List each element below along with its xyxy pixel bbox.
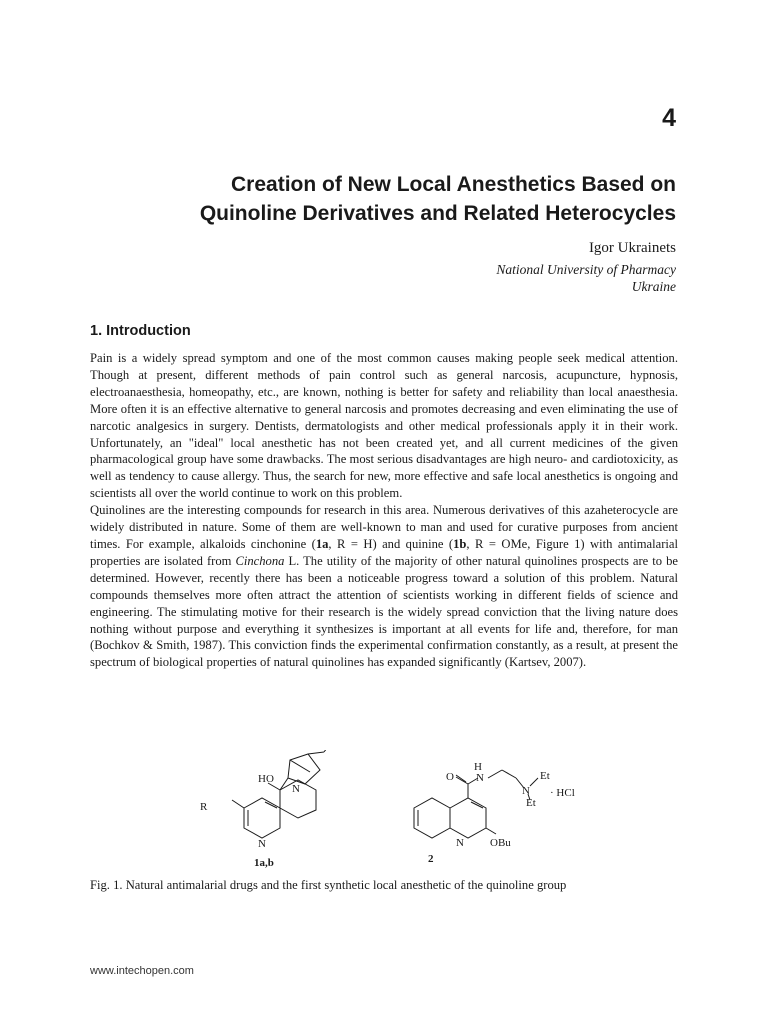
struct2-pyridine-ring: [450, 798, 486, 838]
chapter-title: [76, 170, 676, 228]
struct2-o: O: [446, 771, 454, 783]
struct2-benzene-ring: [414, 798, 450, 838]
chapter-number: 4: [662, 104, 676, 132]
struct1-label: 1a,b: [254, 857, 274, 869]
struct2-h: H: [474, 761, 482, 773]
struct2-hcl: · HCl: [550, 787, 575, 799]
affiliation-line-1: National University of Pharmacy: [496, 262, 676, 277]
struct1-n-cage: N: [292, 783, 300, 795]
struct2-n-amide: N: [476, 772, 484, 784]
struct2-n-amine: N: [522, 785, 530, 797]
chemical-structures: [170, 750, 610, 875]
author-affiliation: [496, 261, 676, 295]
struct1-r: R: [200, 801, 208, 813]
cinchona-genus: Cinchona: [235, 553, 285, 568]
struct2-obu: OBu: [490, 837, 511, 849]
compound-1a: 1a: [315, 536, 329, 551]
paragraph-2-r-h: , R = H) and quinine (: [328, 536, 454, 551]
struct1-ho: HO: [258, 773, 274, 785]
figure-caption: Fig. 1. Natural antimalarial drugs and the first synthetic local anesthetic of the quinoline group: [90, 878, 567, 892]
structure-1-bonds: [232, 750, 330, 838]
body-text: [90, 350, 678, 671]
paragraph-2: [90, 502, 678, 671]
paragraph-2-rest: L. The utility of the majority of other natural quinolines prospects are to be determined. However, recently there has been a noticeable progress toward a solution of this problem. Natural compounds themselves more often attract the attention of scientists working in different fields of science and engineering. The stimulating motive for their research is the widely spread conviction that the living nature does nothing without purpose and everything it synthesizes is important at all events for life and, therefore, for man (Bochkov & Smith, 1987). This conviction finds the experimental confirmation constantly, as a result, at present the spectrum of biological properties of natural quinolines has expanded significantly (Kartsev, 2007).: [90, 553, 678, 670]
paragraph-2-r-ome: , R = OMe, Figure 1) with antimalarial properties are isolated from: [90, 536, 679, 568]
struct2-et-1: Et: [540, 770, 550, 782]
paragraph-2-start: Quinolines are the interesting compounds for research in this area. Numerous derivatives of this azaheterocycle are widely distributed in nature. Some of them are well-known to man and used for curative purposes from ancient times. For example, alkaloids cinchonine (: [90, 503, 678, 551]
figure-1: [170, 750, 610, 875]
section-heading: 1. Introduction: [90, 323, 191, 339]
paragraph-1: Pain is a widely spread symptom and one of the most common causes making people seek medical attention. Though at present, different methods of pain control such as general narcosis, acupuncture, hypnosis, electroanaesthesia, homeopathy, etc., are known, nothing is better for safety and reliability than local anaesthesia. More often it is an effective alternative to general narcosis and promotes decreasing and even eliminating the use of narcotic analgesics in surgery. Dentists, dermatologists and other medical professionals apply it in their work. Unfortunately, an "ideal" local anesthetic has not been created yet, and all current medicines of the given pharmacological group have some drawbacks. The most serious disadvantages are high neuro- and cardiotoxicity, as well as tendency to cause allergy. Thus, the search for new, more effective and safe local anesthetics is ongoing and scientists all over the world continue to work on this problem.: [90, 351, 678, 501]
title-line-2: Quinoline Derivatives and Related Heterocycles: [199, 202, 676, 225]
compound-1b: 1b: [453, 536, 467, 551]
struct2-label: 2: [428, 853, 434, 865]
title-line-1: Creation of New Local Anesthetics Based on: [231, 173, 676, 196]
struct1-benzene-ring: [244, 798, 280, 838]
struct2-n-ring: N: [456, 837, 464, 849]
affiliation-line-2: Ukraine: [631, 279, 676, 294]
struct1-n-ring: N: [258, 838, 266, 850]
struct2-et-2: Et: [526, 797, 536, 809]
footer-url[interactable]: www.intechopen.com: [90, 965, 194, 977]
author-name: Igor Ukrainets: [588, 240, 676, 256]
